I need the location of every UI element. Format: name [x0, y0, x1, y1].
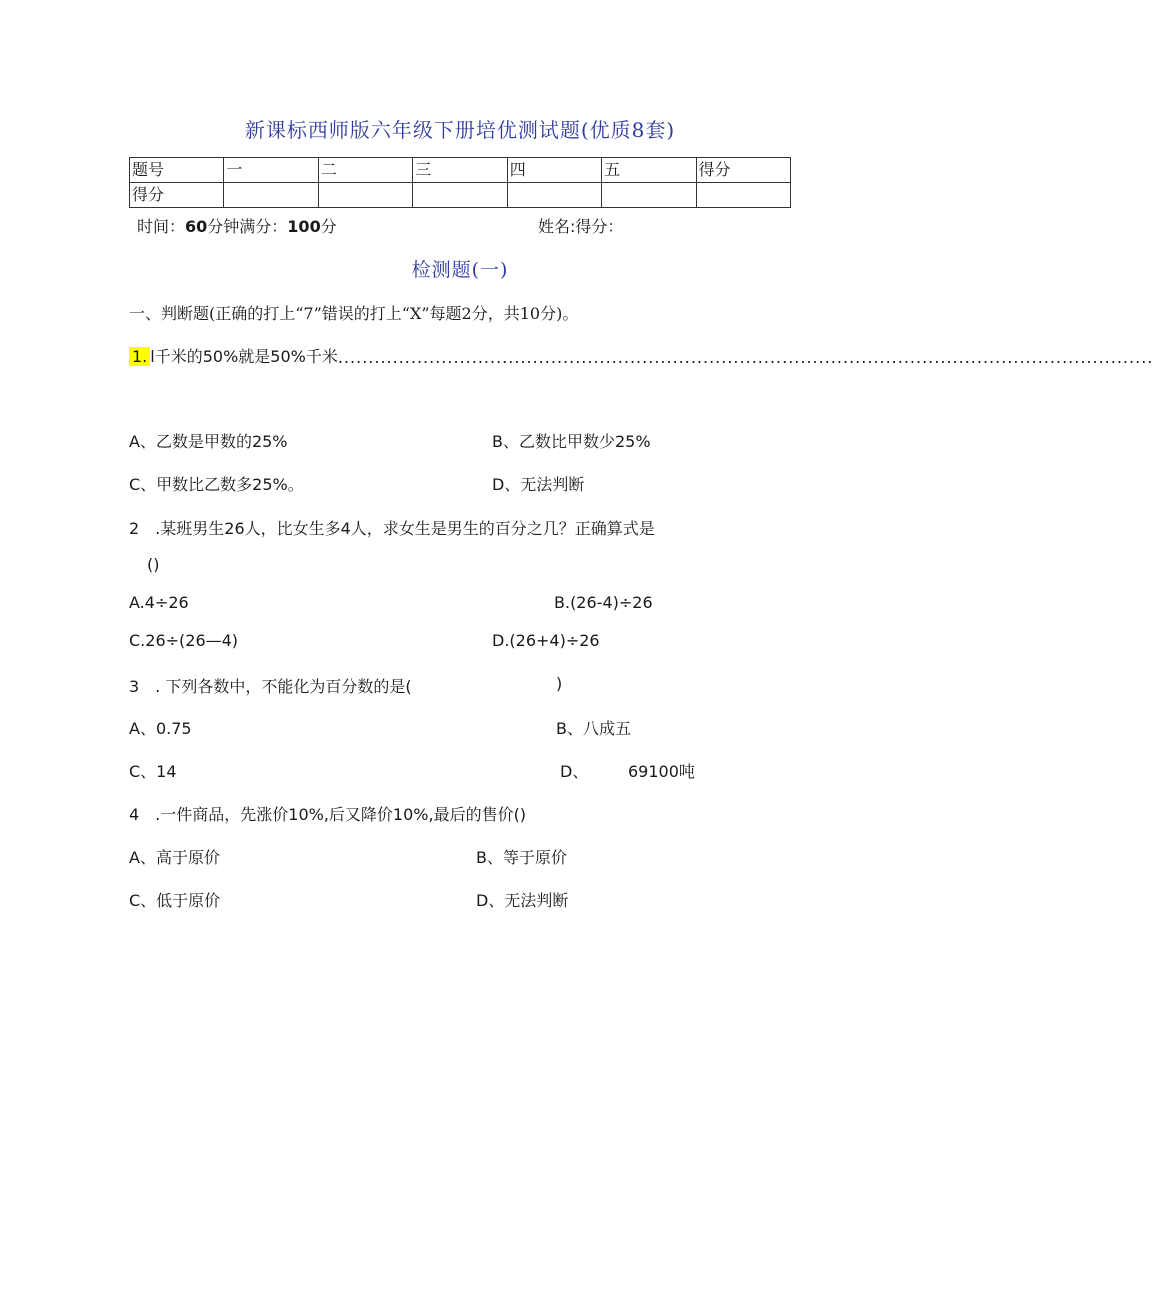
score-table	[129, 157, 791, 208]
option-2a: A.4÷26	[129, 593, 189, 612]
option-3d-label: D、	[560, 762, 589, 781]
score-table-row-label: 得分	[130, 183, 224, 208]
option-3a: A、0.75	[129, 719, 192, 738]
option-1a: A、乙数是甲数的25%	[129, 432, 288, 451]
question-2-paren: ()	[147, 555, 160, 574]
score-cell	[696, 183, 790, 208]
time-unit: 分钟满分：	[207, 217, 288, 236]
score-table-header-cell: 得分	[696, 158, 790, 183]
question-1	[129, 344, 1153, 367]
score-table-header-cell: 三	[413, 158, 507, 183]
test-subtitle: 检测题(一)	[411, 259, 509, 281]
option-1d: D、无法判断	[492, 475, 585, 494]
score-table-header-cell: 一	[224, 158, 318, 183]
document-title: 新课标西师版六年级下册培优测试题(优质8套)	[244, 118, 676, 142]
score-table-header-cell: 五	[602, 158, 696, 183]
option-1c: C、甲数比乙数多25%。	[129, 475, 304, 494]
question-1-dots: ......................................................................................................................................	[337, 348, 1153, 367]
score-cell	[602, 183, 696, 208]
score-cell	[224, 183, 318, 208]
question-4: 4 .一件商品，先涨价10%,后又降价10%,最后的售价()	[129, 805, 527, 824]
option-4c: C、低于原价	[129, 891, 221, 910]
option-2c: C.26÷(26—4)	[129, 631, 239, 650]
section-title: 一、判断题(正确的打上“7”错误的打上“X”每题2分，共10分)。	[129, 304, 579, 323]
score-cell	[413, 183, 507, 208]
option-3b: B、八成五	[556, 719, 631, 738]
full-score-unit: 分	[320, 217, 337, 236]
question-3: 3 . 下列各数中，不能化为百分数的是(	[129, 677, 412, 696]
option-4a: A、高于原价	[129, 848, 220, 867]
option-2b: B.(26-4)÷26	[554, 593, 653, 612]
score-cell	[507, 183, 601, 208]
time-info	[137, 214, 337, 237]
question-2: 2 .某班男生26人，比女生多4人，求女生是男生的百分之几？正确算式是	[129, 519, 655, 538]
option-3c: C、14	[129, 762, 177, 781]
option-4b: B、等于原价	[476, 848, 567, 867]
option-1b: B、乙数比甲数少25%	[492, 432, 651, 451]
question-1-number: 1.	[129, 347, 150, 366]
score-table-score-row	[130, 183, 791, 208]
question-1-text: l千米的50%就是50%千米	[150, 347, 338, 366]
full-score-value: 100	[287, 217, 321, 236]
time-value: 60	[185, 217, 208, 236]
score-table-header-cell: 题号	[130, 158, 224, 183]
option-2d: D.(26+4)÷26	[492, 631, 600, 650]
score-table-header-cell: 二	[318, 158, 412, 183]
time-label: 时间：	[137, 217, 186, 236]
score-cell	[318, 183, 412, 208]
question-3-close-paren: )	[556, 674, 563, 693]
option-4d: D、无法判断	[476, 891, 569, 910]
option-3d-value: 69100吨	[628, 762, 695, 781]
score-table-header-row	[130, 158, 791, 183]
score-table-header-cell: 四	[507, 158, 601, 183]
name-score-label: 姓名:得分：	[538, 217, 624, 236]
